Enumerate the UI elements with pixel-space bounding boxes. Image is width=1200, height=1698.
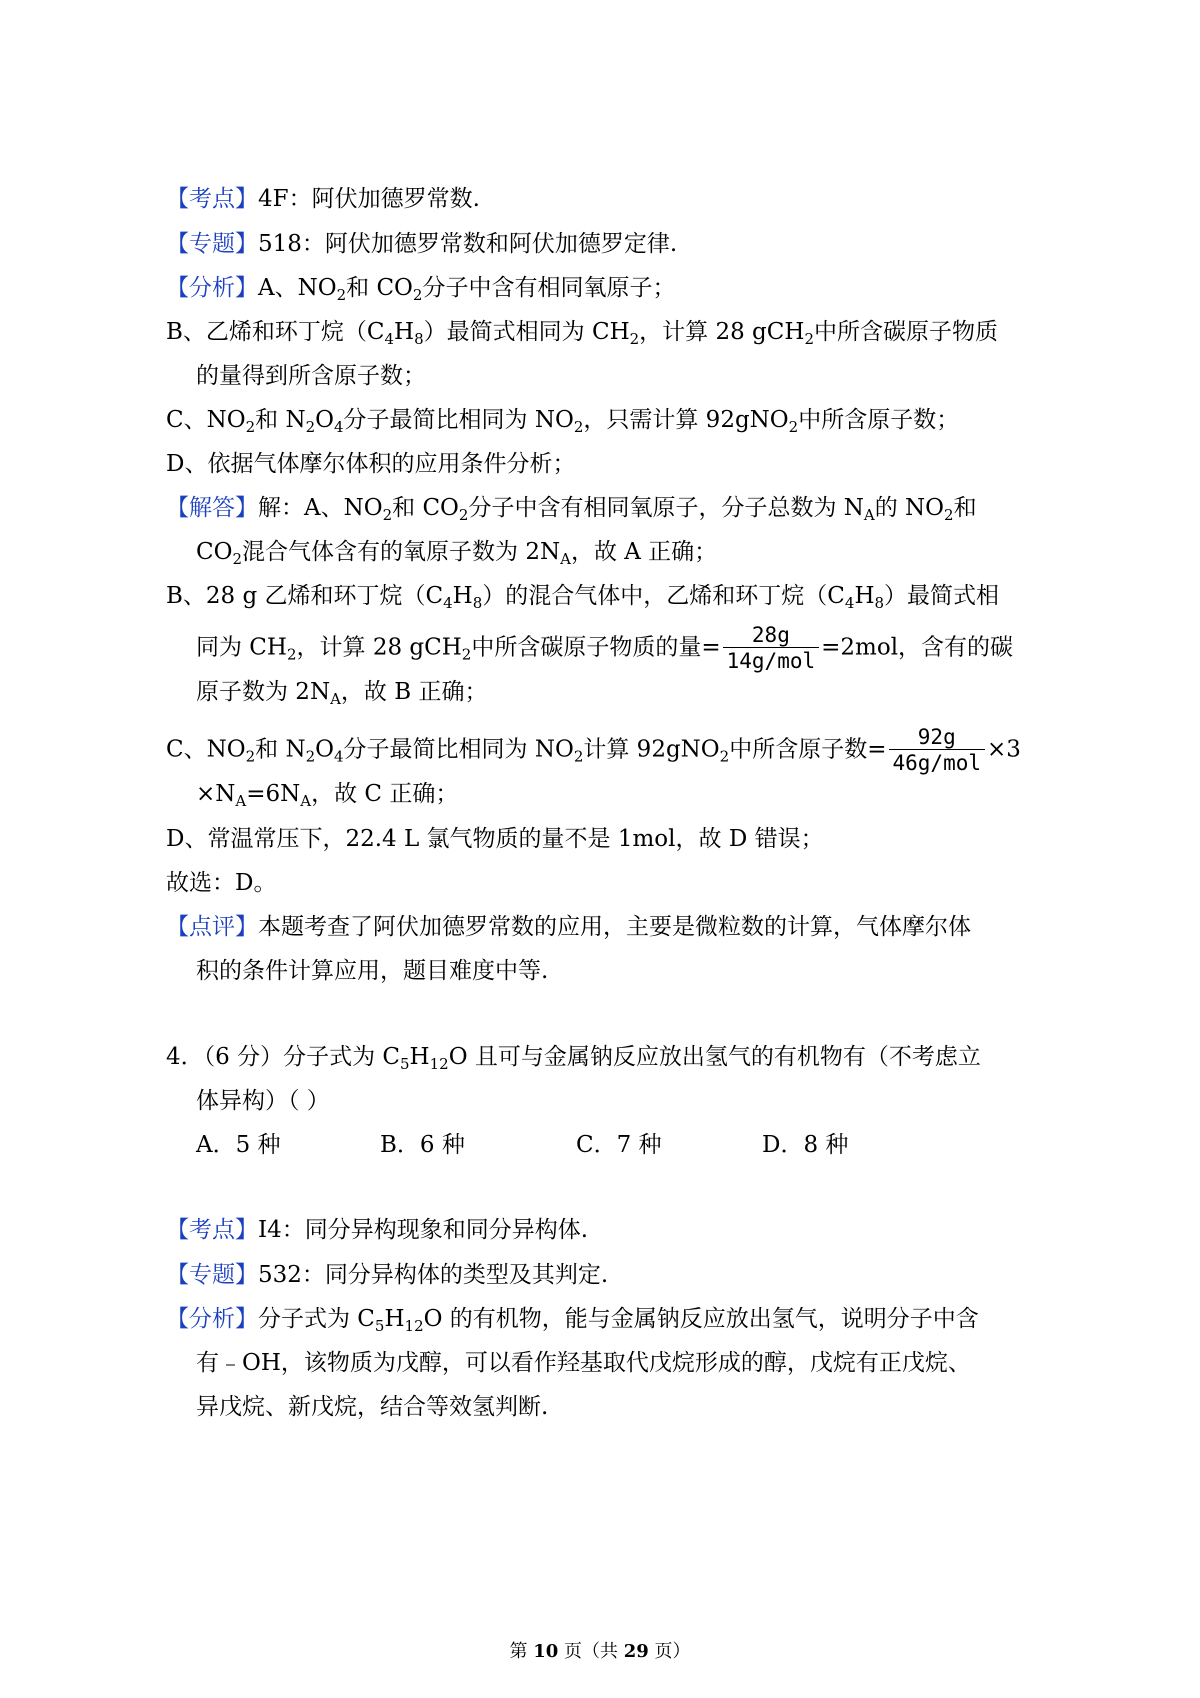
- subscript: 2: [286, 645, 297, 664]
- subscript: 2: [788, 418, 799, 436]
- subscript: A: [300, 792, 312, 810]
- subscript: 8: [472, 594, 483, 612]
- text-run: ）的混合气体中，乙烯和环丁烷（C: [482, 583, 845, 609]
- subscript: A: [863, 506, 875, 524]
- option-c: C．7 种: [576, 1132, 662, 1158]
- subscript: 8: [874, 594, 885, 612]
- dianping-line-2: [196, 956, 548, 986]
- jieda-line-c2: [196, 779, 458, 809]
- page-total: 29: [623, 1641, 649, 1662]
- text-run: 本题考查了阿伏加德罗常数的应用，主要是微粒数的计算，气体摩尔体: [258, 914, 971, 940]
- jieda-choose: [166, 868, 276, 898]
- text-run: O 的有机物，能与金属钠反应放出氢气，说明分子中含: [423, 1306, 979, 1332]
- subscript: 4: [333, 418, 344, 436]
- kaodian-line: [166, 184, 480, 214]
- subscript: 2: [245, 418, 256, 436]
- option-b: B．6 种: [380, 1132, 465, 1158]
- text-run: 和 CO: [346, 275, 413, 301]
- text-run: D、依据气体摩尔体积的应用条件分析；: [166, 451, 576, 477]
- jieda-line-c1: [166, 725, 1021, 776]
- subscript: 2: [382, 506, 393, 524]
- text-run: =2mol，含有的碳: [821, 634, 1014, 661]
- text-run: 中所含原子数=: [729, 736, 887, 763]
- fenxi-tag: 【分析】: [166, 275, 258, 301]
- text-run: ×3: [987, 736, 1021, 763]
- jieda-line-b3: [196, 677, 487, 707]
- kaodian-text: 4F：阿伏加德罗常数.: [258, 186, 480, 212]
- subscript: 2: [305, 747, 316, 766]
- fraction-numerator: 92g: [889, 725, 986, 750]
- kaodian-tag: 【考点】: [166, 186, 258, 212]
- text-run: 和 N: [255, 736, 306, 763]
- text-run: 中所含碳原子物质: [814, 319, 998, 345]
- text-run: H: [854, 583, 875, 609]
- footer-text: 页）: [648, 1641, 691, 1662]
- text-run: O: [315, 736, 334, 763]
- subscript: 4: [333, 747, 344, 766]
- jieda-tag: 【解答】: [166, 495, 258, 521]
- option-d: D．8 种: [762, 1132, 849, 1158]
- kaodian-text: I4：同分异构现象和同分异构体.: [258, 1217, 589, 1243]
- subscript: 2: [573, 747, 584, 766]
- subscript: 2: [458, 506, 469, 524]
- page-footer: [0, 1640, 1200, 1664]
- subscript: 4: [384, 330, 395, 348]
- text-run: ，计算 28 gCH: [296, 634, 462, 661]
- text-run: O 且可与金属钠反应放出氢气的有机物有（不考虑立: [448, 1044, 981, 1070]
- fenxi-line-2-1: [166, 1304, 979, 1334]
- subscript: 2: [245, 747, 256, 766]
- footer-text: 第: [509, 1641, 534, 1662]
- fenxi-line-a: [166, 273, 675, 303]
- subscript: 2: [944, 506, 954, 524]
- text-run: A、NO: [258, 275, 337, 301]
- text-run: 分子中含有相同氧原子，分子总数为 N: [468, 495, 864, 521]
- text-run: C、NO: [166, 407, 246, 433]
- subscript: 2: [305, 418, 316, 436]
- text-run: H: [394, 319, 415, 345]
- page-number: 10: [533, 1641, 559, 1662]
- zhuanti-tag: 【专题】: [166, 231, 258, 257]
- subscript: 2: [232, 550, 243, 568]
- text-run: 计算 92gNO: [583, 736, 720, 763]
- jieda-line-b1: [166, 581, 999, 611]
- jieda-line-a1: [166, 493, 977, 523]
- fraction-denominator: 14g/mol: [726, 649, 816, 673]
- fenxi-line-2-3: [196, 1392, 548, 1422]
- subscript: 5: [374, 1317, 385, 1335]
- text-run: 和 N: [255, 407, 306, 433]
- subscript: 12: [404, 1317, 424, 1335]
- text-run: D、常温常压下，22.4 L 氯气物质的量不是 1mol，故 D 错误；: [166, 826, 824, 852]
- text-run: 和 CO: [392, 495, 459, 521]
- option-a: A．5 种: [196, 1132, 281, 1158]
- text-run: 故选：D。: [166, 870, 277, 896]
- subscript: 8: [414, 330, 424, 348]
- text-run: H: [409, 1044, 430, 1070]
- kaodian-line-2: [166, 1215, 588, 1245]
- text-run: ，故 C 正确；: [311, 781, 459, 807]
- dianping-tag: 【点评】: [166, 914, 258, 940]
- text-run: 中所含原子数；: [798, 407, 960, 433]
- subscript: 2: [719, 747, 730, 766]
- fenxi-line-b2: [196, 361, 426, 391]
- text-run: B、乙烯和环丁烷（C: [166, 319, 385, 345]
- jieda-line-a2: [196, 537, 717, 567]
- subscript: 4: [844, 594, 855, 612]
- text-run: ，故 B 正确；: [340, 679, 488, 705]
- subscript: 5: [400, 1055, 410, 1073]
- text-run: 体异构）（ ）: [196, 1088, 330, 1114]
- text-run: B、28 g 乙烯和环丁烷（C: [166, 583, 444, 609]
- text-run: 原子数为 2N: [196, 679, 331, 705]
- zhuanti-tag: 【专题】: [166, 1262, 258, 1288]
- subscript: A: [560, 550, 571, 568]
- fenxi-line-b1: [166, 317, 998, 347]
- text-run: 分子最简比相同为 NO: [343, 407, 574, 433]
- text-run: O: [315, 407, 334, 433]
- text-run: CO: [196, 539, 233, 565]
- text-run: 分子最简比相同为 NO: [343, 736, 574, 763]
- kaodian-tag: 【考点】: [166, 1217, 258, 1243]
- text-run: 同为 CH: [196, 634, 287, 661]
- fenxi-tag: 【分析】: [166, 1306, 258, 1332]
- text-run: ）最简式相: [884, 583, 1000, 609]
- zhuanti-line: [166, 229, 677, 259]
- text-run: H: [384, 1306, 405, 1332]
- dianping-line-1: [166, 912, 971, 942]
- jieda-line-b2: [196, 623, 1013, 674]
- text-run: ×N: [196, 781, 236, 807]
- fenxi-line-2-2: [196, 1348, 971, 1378]
- subscript: 2: [804, 330, 814, 348]
- text-run: =6N: [246, 781, 301, 807]
- subscript: 12: [429, 1055, 449, 1073]
- footer-text: 页（共: [558, 1641, 624, 1662]
- text-run: 的 NO: [874, 495, 945, 521]
- subscript: 2: [461, 645, 472, 664]
- text-run: C、NO: [166, 736, 246, 763]
- fraction: [723, 623, 820, 674]
- text-run: ，计算 28 gCH: [639, 319, 805, 345]
- fraction-denominator: 46g/mol: [892, 751, 982, 775]
- subscript: A: [235, 792, 247, 810]
- text-run: ，故 A 正确；: [570, 539, 718, 565]
- text-run: H: [452, 583, 473, 609]
- subscript: 2: [573, 418, 584, 436]
- text-run: 分子中含有相同氧原子；: [422, 275, 676, 301]
- text-run: 解：A、NO: [258, 495, 383, 521]
- subscript: A: [330, 690, 341, 708]
- text-run: 积的条件计算应用，题目难度中等.: [196, 958, 549, 984]
- zhuanti-text: 532：同分异构体的类型及其判定.: [258, 1262, 609, 1288]
- text-run: 中所含碳原子物质的量=: [471, 634, 721, 661]
- zhuanti-text: 518：阿伏加德罗常数和阿伏加德罗定律.: [258, 231, 678, 257]
- text-run: 异戊烷、新戊烷，结合等效氢判断.: [196, 1394, 549, 1420]
- fraction: [889, 725, 986, 776]
- question-4-stem: [166, 1042, 981, 1072]
- subscript: 2: [629, 330, 640, 348]
- fenxi-line-c: [166, 405, 959, 435]
- text-run: 的量得到所含原子数；: [196, 363, 426, 389]
- fraction-numerator: 28g: [723, 623, 820, 648]
- subscript: 4: [443, 594, 453, 612]
- subscript: 2: [412, 286, 423, 304]
- fenxi-line-d: [166, 449, 575, 479]
- text-run: 和: [953, 495, 977, 521]
- subscript: 2: [336, 286, 347, 304]
- text-run: 分子式为 C: [258, 1306, 375, 1332]
- question-4-stem-2: [196, 1086, 330, 1116]
- text-run: 有﹣OH，该物质为戊醇，可以看作羟基取代戊烷形成的醇，戊烷有正戊烷、: [196, 1350, 971, 1376]
- text-run: 4．（6 分）分子式为 C: [166, 1044, 400, 1070]
- jieda-line-d: [166, 824, 824, 854]
- text-run: 混合气体含有的氧原子数为 2N: [242, 539, 561, 565]
- zhuanti-line-2: [166, 1260, 608, 1290]
- text-run: ，只需计算 92gNO: [583, 407, 789, 433]
- text-run: ）最简式相同为 CH: [423, 319, 630, 345]
